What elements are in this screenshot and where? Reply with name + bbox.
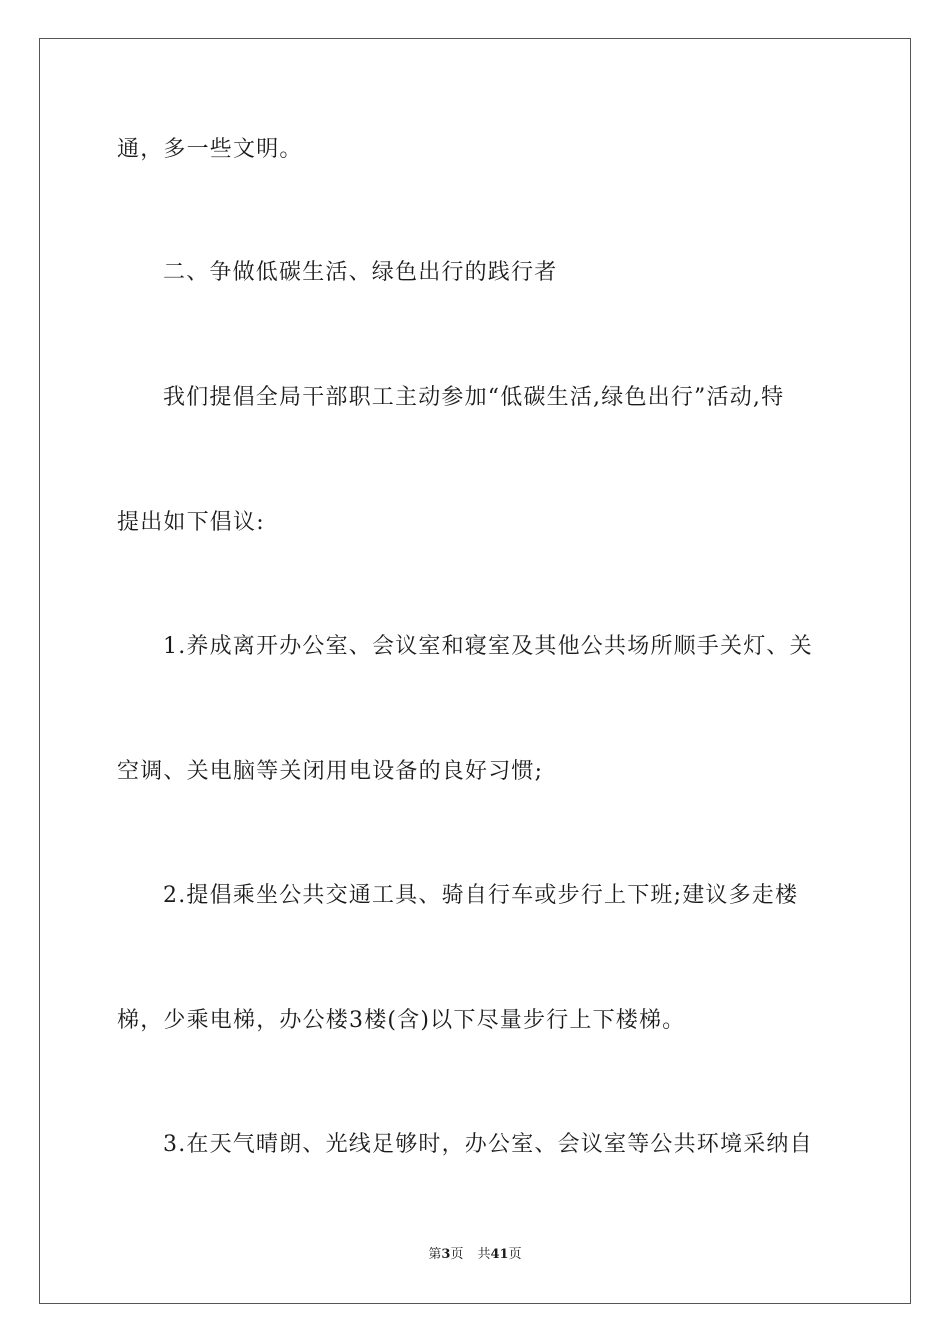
page-footer — [0, 1246, 950, 1264]
body-line: 通，多一些文明。 — [117, 137, 303, 162]
total-prefix: 共 — [477, 1247, 491, 1262]
page-border — [39, 38, 911, 1304]
page-prefix: 第 — [428, 1247, 442, 1262]
body-line: 我们提倡全局干部职工主动参加“低碳生活,绿色出行”活动,特 — [163, 385, 785, 410]
page-suffix: 页 — [450, 1247, 464, 1262]
total-pages: 41 — [490, 1247, 509, 1262]
section-heading: 二、争做低碳生活、绿色出行的践行者 — [163, 260, 558, 285]
list-item-line: 空调、关电脑等关闭用电设备的良好习惯; — [117, 759, 544, 784]
list-item-line: 2.提倡乘坐公共交通工具、骑自行车或步行上下班;建议多走楼 — [163, 883, 799, 908]
body-line: 提出如下倡议: — [117, 510, 265, 535]
page-number: 3 — [441, 1247, 451, 1262]
list-item-line: 3.在天气晴朗、光线足够时，办公室、会议室等公共环境采纳自 — [163, 1132, 813, 1157]
total-suffix: 页 — [508, 1247, 522, 1262]
list-item-line: 1.养成离开办公室、会议室和寝室及其他公共场所顺手关灯、关 — [163, 634, 813, 659]
list-item-line: 梯，少乘电梯，办公楼3楼(含)以下尽量步行上下楼梯。 — [117, 1008, 686, 1033]
